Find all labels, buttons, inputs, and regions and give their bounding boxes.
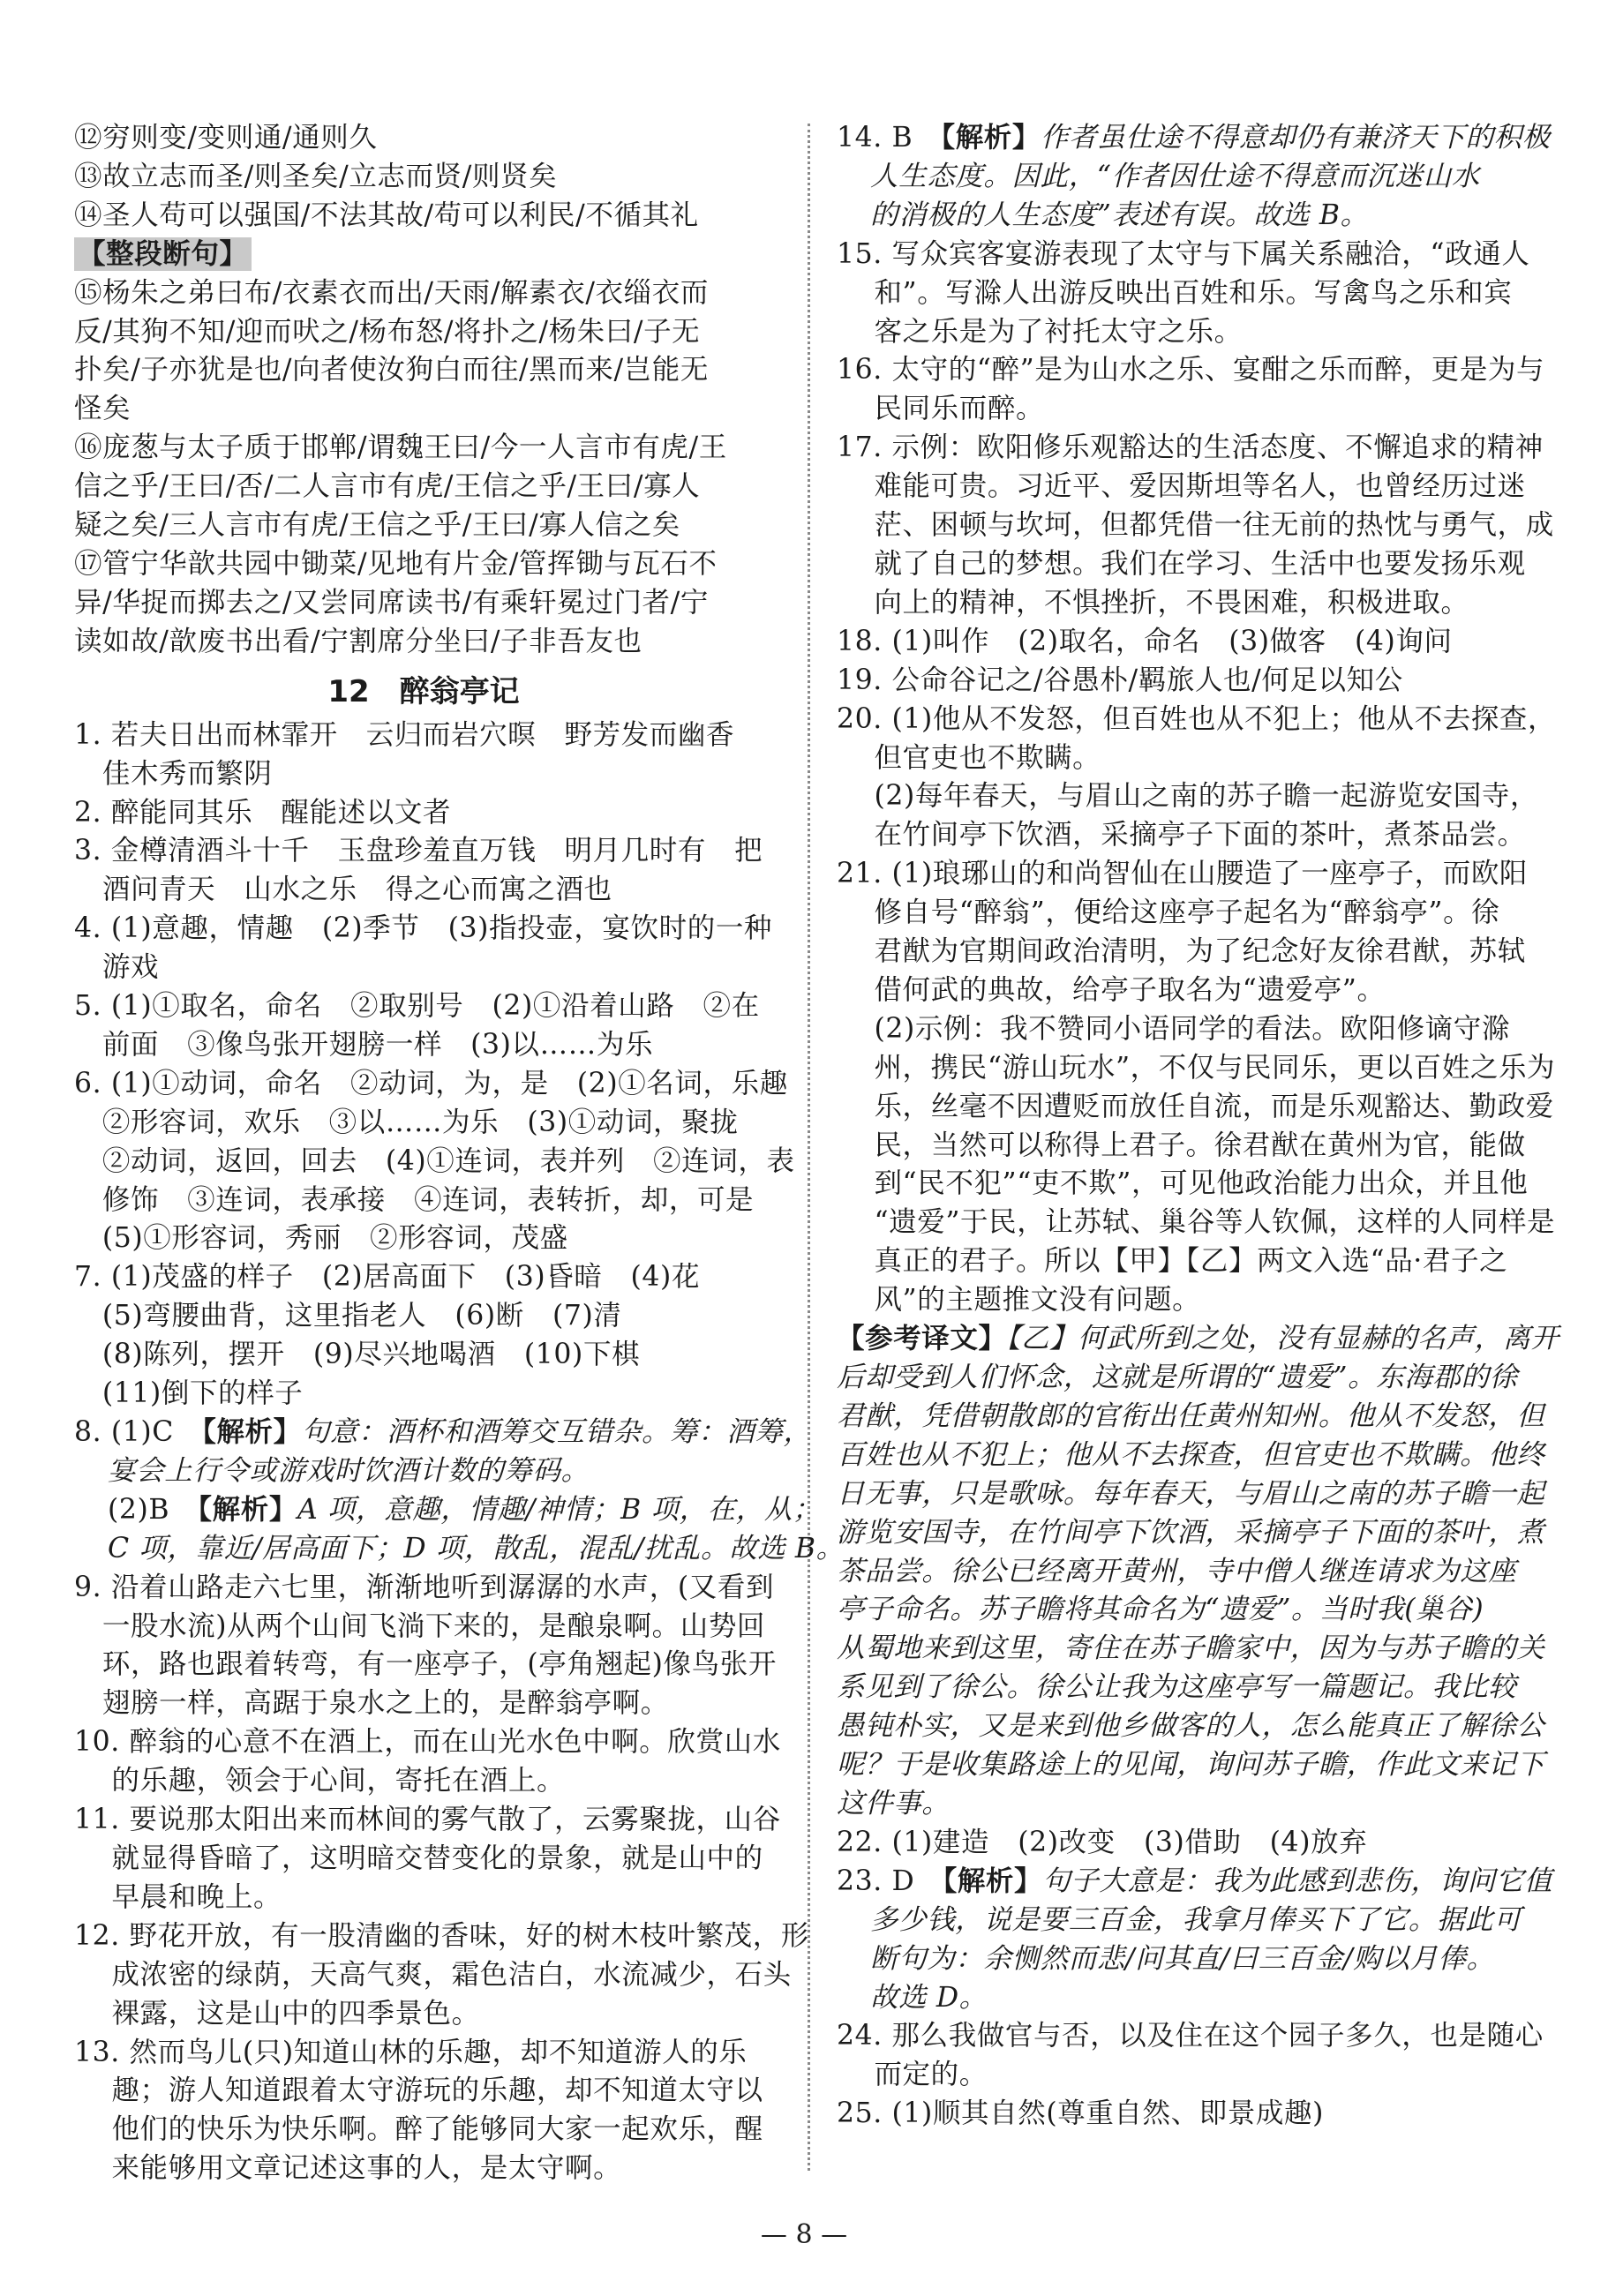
q14-number: 14. B bbox=[837, 122, 942, 154]
answer-line: 13. 然而鸟儿(只)知道山林的乐趣，却不知道游人的乐 bbox=[74, 2036, 748, 2068]
answer-line: 在竹间亭下饮酒，采摘亭子下面的茶叶，煮茶品尝。 bbox=[837, 819, 1526, 852]
answer-line: 反/其狗不知/迎而吠之/杨布怒/将扑之/杨朱曰/子无 bbox=[74, 315, 701, 348]
section-tag: 【整段断句】 bbox=[74, 237, 252, 271]
page-number: — 8 — bbox=[760, 2219, 848, 2250]
answer-line: 向上的精神，不惧挫折，不畏困难，积极进取。 bbox=[837, 586, 1469, 619]
q8b-number: (2)B bbox=[108, 1493, 199, 1526]
answer-line: 读如故/歆废书出看/宁割席分坐曰/子非吾友也 bbox=[74, 625, 642, 657]
analysis-label: 【解析】 bbox=[198, 1493, 297, 1526]
answer-line: 前面 ③像鸟张开翅膀一样 (3)以……为乐 bbox=[74, 1028, 654, 1061]
answer-line: (11)倒下的样子 bbox=[74, 1377, 304, 1410]
q23-text: 断句为：余恻然而悲/问其直/曰三百金/购以月俸。 bbox=[870, 1942, 1495, 1975]
answer-line: 18. (1)叫作 (2)取名，命名 (3)做客 (4)询问 bbox=[837, 625, 1453, 657]
answer-line: 一股水流)从两个山间飞淌下来的，是酿泉啊。山势回 bbox=[74, 1609, 766, 1642]
answer-line: ⑫穷则变/变则通/通则久 bbox=[74, 122, 378, 154]
answer-line: 环，路也跟着转弯，有一座亭子，(亭角翘起)像鸟张开 bbox=[74, 1648, 777, 1681]
answer-line: 茫、困顿与坎坷，但都凭借一往无前的热忱与勇气，成 bbox=[837, 509, 1554, 542]
answer-line: 7. (1)茂盛的样子 (2)居高面下 (3)昏暗 (4)花 bbox=[74, 1261, 701, 1294]
answer-line: (8)陈列，摆开 (9)尽兴地喝酒 (10)下棋 bbox=[74, 1339, 641, 1371]
q8b-text: C 项，靠近/居高面下；D 项，散乱，混乱/扰乱。故选 B。 bbox=[108, 1532, 845, 1564]
q23-number: 23. D bbox=[837, 1865, 943, 1897]
reference-text: 呢？于是收集路途上的见闻，询问苏子瞻，作此文来记下 bbox=[837, 1749, 1545, 1782]
answer-line: 21. (1)琅琊山的和尚智仙在山腰造了一座亭子，而欧阳 bbox=[837, 858, 1529, 890]
reference-text: 亭子命名。苏子瞻将其命名为“遗爱”。当时我(巢谷) bbox=[837, 1594, 1484, 1626]
answer-line: 异/华捉而掷去之/又尝同席读书/有乘轩冕过门者/宁 bbox=[74, 586, 709, 619]
answer-line: 难能可贵。习近平、爱因斯坦等名人，也曾经历过迷 bbox=[837, 470, 1526, 503]
answer-line: (2)每年春天，与眉山之南的苏子瞻一起游览安国寺， bbox=[837, 780, 1539, 813]
answer-line: 和”。写滁人出游反映出百姓和乐。写禽鸟之乐和宾 bbox=[837, 276, 1513, 309]
reference-text: 茶品尝。徐公已经离开黄州，寺中僧人继连请求为这座 bbox=[837, 1555, 1517, 1587]
answer-line: 就了自己的梦想。我们在学习、生活中也要发扬乐观 bbox=[837, 547, 1526, 580]
lesson-title: 12 醉翁亭记 bbox=[327, 673, 520, 709]
left-column bbox=[74, 119, 845, 2188]
reference-text: 愚钝朴实，又是来到他乡做客的人，怎么能真正了解徐公 bbox=[837, 1710, 1545, 1743]
reference-text: 游览安国寺，在竹间亭下饮酒，采摘亭子下面的茶叶，煮 bbox=[837, 1516, 1545, 1549]
q14-head bbox=[837, 119, 1551, 158]
answer-line: ⑰管宁华歆共园中锄菜/见地有片金/管挥锄与瓦石不 bbox=[74, 547, 718, 580]
answer-line: 22. (1)建造 (2)改变 (3)借助 (4)放弃 bbox=[837, 1826, 1368, 1858]
answer-line: ⑭圣人苟可以强国/不法其故/苟可以利民/不循其礼 bbox=[74, 199, 699, 231]
answer-line: 17. 示例：欧阳修乐观豁达的生活态度、不懈追求的精神 bbox=[837, 431, 1544, 464]
q23-text: 故选 D。 bbox=[870, 1981, 988, 2014]
answer-line: 佳木秀而繁阴 bbox=[74, 757, 273, 790]
answer-line: 早晨和晚上。 bbox=[74, 1880, 282, 1913]
answer-line: 3. 金樽清酒斗十千 玉盘珍羞直万钱 明月几时有 把 bbox=[74, 835, 763, 867]
answer-line: 来能够用文章记述这事的人，是太守啊。 bbox=[74, 2152, 622, 2185]
answer-line: 11. 要说那太阳出来而林间的雾气散了，云雾聚拢，山谷 bbox=[74, 1804, 781, 1836]
reference-text: 系见到了徐公。徐公让我为这座亭写一篇题记。我比较 bbox=[837, 1671, 1517, 1704]
answer-line: 裸露，这是山中的四季景色。 bbox=[74, 1997, 480, 2030]
q14-text: 作者虽仕途不得意却仍有兼济天下的积极 bbox=[1041, 122, 1551, 154]
answer-line: 16. 太守的“醉”是为山水之乐、宴酣之乐而醉，更是为与 bbox=[837, 354, 1545, 386]
answer-line: 19. 公命谷记之/谷愚朴/羁旅人也/何足以知公 bbox=[837, 664, 1403, 696]
answer-line: ②形容词，欢乐 ③以……为乐 (3)①动词，聚拢 bbox=[74, 1106, 739, 1138]
answer-line: 酒问青天 山水之乐 得之心而寓之酒也 bbox=[74, 874, 612, 906]
q8a-text: 宴会上行令或游戏时饮酒计数的筹码。 bbox=[108, 1454, 590, 1487]
answer-line: 趣；游人知道跟着太守游玩的乐趣，却不知道太守以 bbox=[74, 2075, 763, 2107]
q8b-text: A 项，意趣，情趣/神情；B 项，在，从； bbox=[297, 1493, 822, 1526]
answer-line: 的乐趣，领会于心间，寄托在酒上。 bbox=[74, 1765, 566, 1797]
answer-line: 乐，丝毫不因遭贬而放任自流，而是乐观豁达、勤政爱 bbox=[837, 1090, 1554, 1122]
analysis-label: 【解析】 bbox=[202, 1416, 302, 1448]
answer-line: 24. 那么我做官与否，以及住在这个园子多久，也是随心 bbox=[837, 2020, 1544, 2052]
reference-label: 【参考译文】 bbox=[837, 1323, 1007, 1355]
reference-translation-head bbox=[837, 1320, 1559, 1359]
answer-line: “遗爱”于民，让苏轼、巢谷等人钦佩，这样的人同样是 bbox=[837, 1206, 1556, 1239]
answer-line: 扑矣/子亦犹是也/向者使汝狗白而往/黑而来/岂能无 bbox=[74, 354, 709, 386]
reference-text: 君猷，凭借朝散郎的官衔出任黄州知州。他从不发怒，但 bbox=[837, 1399, 1545, 1432]
answer-line: 20. (1)他从不发怒，但百姓也从不犯上；他从不去探查， bbox=[837, 702, 1557, 735]
answer-line: 1. 若夫日出而林霏开 云归而岩穴暝 野芳发而幽香 bbox=[74, 718, 735, 751]
answer-line: 民，当然可以称得上君子。徐君猷在黄州为官，能做 bbox=[837, 1129, 1526, 1161]
answer-line: 而定的。 bbox=[837, 2059, 988, 2091]
answer-line: 信之乎/王曰/否/二人言市有虎/王信之乎/王曰/寡人 bbox=[74, 470, 701, 503]
answer-line: 就显得昏暗了，这明暗交替变化的景象，就是山中的 bbox=[74, 1842, 763, 1874]
answer-line: 2. 醉能同其乐 醒能述以文者 bbox=[74, 796, 452, 829]
answer-line: (5)①形容词，秀丽 ②形容词，茂盛 bbox=[74, 1222, 568, 1255]
q8a-number: 8. (1)C bbox=[74, 1416, 203, 1448]
answer-line: 成浓密的绿荫，天高气爽，霜色洁白，水流减少，石头 bbox=[74, 1958, 792, 1991]
section-heading bbox=[74, 236, 773, 274]
answer-line: 4. (1)意趣，情趣 (2)季节 (3)指投壶，宴饮时的一种 bbox=[74, 912, 773, 945]
reference-text: 【乙】何武所到之处，没有显赫的名声，离开 bbox=[1006, 1323, 1559, 1355]
answer-line: 疑之矣/三人言市有虎/王信之乎/王曰/寡人信之矣 bbox=[74, 509, 680, 542]
answer-line: ②动词，返回，回去 (4)①连词，表并列 ②连词，表 bbox=[74, 1144, 795, 1177]
answer-line: 客之乐是为了衬托太守之乐。 bbox=[837, 315, 1243, 348]
answer-line: (2)示例：我不赞同小语同学的看法。欧阳修谪守滁 bbox=[837, 1012, 1510, 1045]
answer-line: 怪矣 bbox=[74, 393, 131, 425]
reference-text: 这件事。 bbox=[837, 1787, 951, 1820]
answer-line: 12. 野花开放，有一股清幽的香味，好的树木枝叶繁茂，形 bbox=[74, 1919, 809, 1952]
answer-line: 游戏 bbox=[74, 951, 160, 984]
answer-line: ⑯庞葱与太子质于邯郸/谓魏王曰/今一人言市有虎/王 bbox=[74, 431, 727, 464]
q23-text: 句子大意是：我为此感到悲伤，询问它值 bbox=[1042, 1865, 1552, 1897]
answer-line: 他们的快乐为快乐啊。醉了能够同大家一起欢乐，醒 bbox=[74, 2113, 763, 2146]
answer-line: 州，携民“游山玩水”，不仅与民同乐，更以百姓之乐为 bbox=[837, 1051, 1556, 1084]
answer-line: 君猷为官期间政治清明，为了纪念好友徐君猷，苏轼 bbox=[837, 935, 1526, 968]
answer-line: 翅膀一样，高踞于泉水之上的，是醉翁亭啊。 bbox=[74, 1687, 669, 1720]
answer-line: 9. 沿着山路走六七里，渐渐地听到潺潺的水声，(又看到 bbox=[74, 1571, 775, 1603]
answer-line: 6. (1)①动词，命名 ②动词，为，是 (2)①名词，乐趣 bbox=[74, 1067, 788, 1099]
q8a-head bbox=[74, 1414, 812, 1452]
q23-text: 多少钱，说是要三百金，我拿月俸买下了它。据此可 bbox=[870, 1903, 1522, 1936]
reference-text: 后却受到人们怀念，这就是所谓的“遗爱”。东海郡的徐 bbox=[837, 1362, 1518, 1393]
right-column bbox=[837, 119, 1559, 2134]
q8a-text: 句意：酒杯和酒筹交互错杂。筹：酒筹， bbox=[301, 1416, 812, 1448]
answer-line: 真正的君子。所以【甲】【乙】两文入选“品·君子之 bbox=[837, 1245, 1508, 1278]
q14-text: 的消极的人生态度”表述有误。故选 B。 bbox=[870, 199, 1369, 231]
answer-line: (5)弯腰曲背，这里指老人 (6)断 (7)清 bbox=[74, 1300, 622, 1332]
answer-line: 民同乐而醉。 bbox=[837, 393, 1045, 425]
answer-line: ⑬故立志而圣/则圣矣/立志而贤/则贤矣 bbox=[74, 160, 558, 192]
q14-text: 人生态度。因此，“作者因仕途不得意而沉迷山水 bbox=[870, 160, 1480, 192]
answer-line: 10. 醉翁的心意不在酒上，而在山光水色中啊。欣赏山水 bbox=[74, 1726, 781, 1759]
analysis-label: 【解析】 bbox=[943, 1865, 1043, 1897]
reference-text: 百姓也从不犯上；他从不去探查，但官吏也不欺瞒。他终 bbox=[837, 1438, 1545, 1471]
analysis-label: 【解析】 bbox=[941, 122, 1041, 154]
answer-line: 修饰 ③连词，表承接 ④连词，表转折，却，可是 bbox=[74, 1183, 755, 1216]
answer-line: 修自号“醉翁”，便给这座亭子起名为“醉翁亭”。徐 bbox=[837, 897, 1500, 929]
answer-line: 风”的主题推文没有问题。 bbox=[837, 1284, 1201, 1317]
answer-line: 到“民不犯”“吏不欺”，可见他政治能力出众，并且他 bbox=[837, 1167, 1529, 1200]
q23-head bbox=[837, 1863, 1552, 1902]
column-divider bbox=[808, 124, 810, 2171]
answer-line: 15. 写众宾客宴游表现了太守与下属关系融洽，“政通人 bbox=[837, 237, 1530, 270]
answer-line: 25. (1)顺其自然(尊重自然、即景成趣) bbox=[837, 2097, 1325, 2130]
answer-line: 5. (1)①取名，命名 ②取别号 (2)①沿着山路 ②在 bbox=[74, 990, 760, 1023]
q8b-head bbox=[74, 1491, 822, 1530]
answer-line: 但官吏也不欺瞒。 bbox=[837, 741, 1101, 774]
answer-line: 借何武的典故，给亭子取名为“遗爱亭”。 bbox=[837, 973, 1386, 1006]
answer-line: ⑮杨朱之弟曰布/衣素衣而出/天雨/解素衣/衣缁衣而 bbox=[74, 276, 709, 309]
reference-text: 从蜀地来到这里，寄住在苏子瞻家中，因为与苏子瞻的关 bbox=[837, 1632, 1545, 1665]
reference-text: 日无事，只是歌咏。每年春天，与眉山之南的苏子瞻一起 bbox=[837, 1477, 1545, 1510]
